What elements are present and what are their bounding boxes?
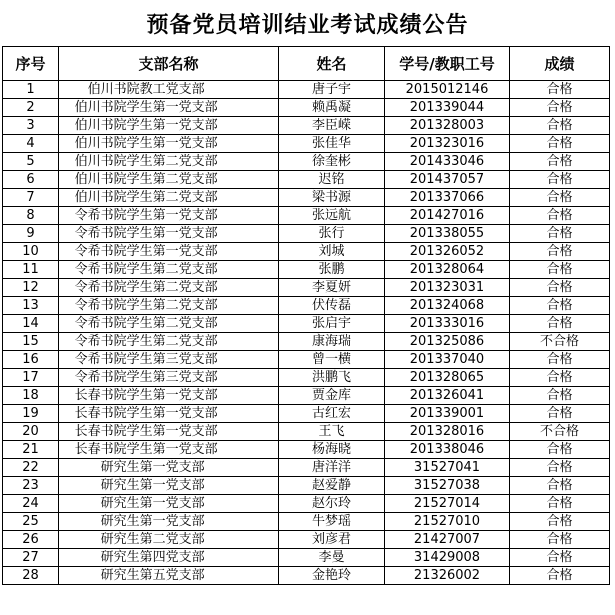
row-name: 李夏妍	[279, 279, 385, 297]
row-name: 赵尔玲	[279, 495, 385, 513]
row-id: 201339001	[385, 405, 510, 423]
row-name: 刘彦君	[279, 531, 385, 549]
row-score: 合格	[510, 549, 610, 567]
row-score: 合格	[510, 513, 610, 531]
row-name: 唐子宇	[279, 81, 385, 99]
table-row	[3, 531, 610, 549]
row-score: 合格	[510, 99, 610, 117]
row-score: 不合格	[510, 333, 610, 351]
row-branch: 伯川书院教工党支部	[59, 81, 279, 99]
row-score: 合格	[510, 207, 610, 225]
row-id: 201337040	[385, 351, 510, 369]
table-row	[3, 225, 610, 243]
row-no: 11	[3, 261, 59, 279]
row-no: 8	[3, 207, 59, 225]
row-id: 21527010	[385, 513, 510, 531]
row-score: 合格	[510, 261, 610, 279]
row-score: 合格	[510, 315, 610, 333]
header-name: 姓名	[279, 47, 385, 81]
row-name: 王飞	[279, 423, 385, 441]
row-branch: 令希书院学生第二党支部	[59, 315, 279, 333]
row-no: 17	[3, 369, 59, 387]
table-row	[3, 297, 610, 315]
table-row	[3, 405, 610, 423]
row-no: 3	[3, 117, 59, 135]
row-name: 贾金库	[279, 387, 385, 405]
row-score: 合格	[510, 135, 610, 153]
row-name: 赵爱静	[279, 477, 385, 495]
row-name: 曾一横	[279, 351, 385, 369]
row-no: 19	[3, 405, 59, 423]
row-id: 201433046	[385, 153, 510, 171]
table-row	[3, 207, 610, 225]
row-score: 合格	[510, 495, 610, 513]
row-id: 201328064	[385, 261, 510, 279]
row-name: 赖禹凝	[279, 99, 385, 117]
row-branch: 伯川书院学生第一党支部	[59, 117, 279, 135]
row-id: 31527041	[385, 459, 510, 477]
results-table	[2, 46, 610, 585]
row-id: 201325086	[385, 333, 510, 351]
row-no: 18	[3, 387, 59, 405]
row-name: 张远航	[279, 207, 385, 225]
header-id: 学号/教职工号	[385, 47, 510, 81]
row-branch: 令希书院学生第三党支部	[59, 351, 279, 369]
row-name: 李曼	[279, 549, 385, 567]
row-branch: 令希书院学生第一党支部	[59, 243, 279, 261]
table-row	[3, 477, 610, 495]
table-row	[3, 189, 610, 207]
row-no: 5	[3, 153, 59, 171]
row-score: 合格	[510, 441, 610, 459]
row-branch: 研究生第四党支部	[59, 549, 279, 567]
row-id: 201427016	[385, 207, 510, 225]
row-id: 201338055	[385, 225, 510, 243]
row-no: 9	[3, 225, 59, 243]
row-name: 杨海晓	[279, 441, 385, 459]
row-no: 12	[3, 279, 59, 297]
row-no: 16	[3, 351, 59, 369]
table-row	[3, 441, 610, 459]
table-row	[3, 261, 610, 279]
row-id: 21326002	[385, 567, 510, 585]
row-name: 徐奎彬	[279, 153, 385, 171]
row-name: 梁书源	[279, 189, 385, 207]
table-row	[3, 315, 610, 333]
row-branch: 长春书院学生第一党支部	[59, 423, 279, 441]
row-score: 合格	[510, 117, 610, 135]
row-name: 伏传磊	[279, 297, 385, 315]
row-score: 合格	[510, 297, 610, 315]
row-no: 27	[3, 549, 59, 567]
row-no: 13	[3, 297, 59, 315]
page-title: 预备党员培训结业考试成绩公告	[146, 12, 469, 38]
table-row	[3, 171, 610, 189]
row-id: 201338046	[385, 441, 510, 459]
row-name: 洪鹏飞	[279, 369, 385, 387]
row-name: 金艳玲	[279, 567, 385, 585]
row-no: 24	[3, 495, 59, 513]
row-branch: 研究生第二党支部	[59, 531, 279, 549]
row-score: 合格	[510, 279, 610, 297]
row-branch: 研究生第五党支部	[59, 567, 279, 585]
row-id: 201323031	[385, 279, 510, 297]
row-branch: 伯川书院学生第一党支部	[59, 135, 279, 153]
table-row	[3, 99, 610, 117]
row-id: 31429008	[385, 549, 510, 567]
row-branch: 研究生第一党支部	[59, 513, 279, 531]
row-id: 21527014	[385, 495, 510, 513]
row-branch: 研究生第一党支部	[59, 477, 279, 495]
row-id: 31527038	[385, 477, 510, 495]
row-branch: 令希书院学生第一党支部	[59, 225, 279, 243]
row-no: 4	[3, 135, 59, 153]
row-score: 合格	[510, 531, 610, 549]
row-branch: 伯川书院学生第二党支部	[59, 189, 279, 207]
row-no: 14	[3, 315, 59, 333]
row-no: 26	[3, 531, 59, 549]
row-branch: 令希书院学生第二党支部	[59, 297, 279, 315]
row-no: 28	[3, 567, 59, 585]
row-branch: 令希书院学生第二党支部	[59, 279, 279, 297]
row-name: 张佳华	[279, 135, 385, 153]
table-row	[3, 369, 610, 387]
row-no: 2	[3, 99, 59, 117]
results-body	[3, 81, 610, 585]
row-id: 201333016	[385, 315, 510, 333]
row-no: 15	[3, 333, 59, 351]
row-no: 23	[3, 477, 59, 495]
table-row	[3, 243, 610, 261]
table-row	[3, 117, 610, 135]
row-score: 合格	[510, 369, 610, 387]
table-row	[3, 387, 610, 405]
row-no: 25	[3, 513, 59, 531]
table-row	[3, 153, 610, 171]
row-id: 201326041	[385, 387, 510, 405]
table-row	[3, 549, 610, 567]
row-score: 合格	[510, 351, 610, 369]
table-row	[3, 567, 610, 585]
table-row	[3, 459, 610, 477]
row-name: 牛梦瑶	[279, 513, 385, 531]
row-score: 合格	[510, 477, 610, 495]
row-no: 20	[3, 423, 59, 441]
row-name: 张鹏	[279, 261, 385, 279]
header-score: 成绩	[510, 47, 610, 81]
table-row	[3, 351, 610, 369]
row-branch: 令希书院学生第三党支部	[59, 369, 279, 387]
row-branch: 研究生第一党支部	[59, 495, 279, 513]
row-name: 李臣嵘	[279, 117, 385, 135]
row-branch: 伯川书院学生第二党支部	[59, 171, 279, 189]
row-name: 康海瑞	[279, 333, 385, 351]
header-row	[3, 47, 610, 81]
row-name: 张启宇	[279, 315, 385, 333]
row-branch: 研究生第一党支部	[59, 459, 279, 477]
header-no: 序号	[3, 47, 59, 81]
row-score: 不合格	[510, 423, 610, 441]
row-score: 合格	[510, 225, 610, 243]
row-score: 合格	[510, 405, 610, 423]
table-row	[3, 333, 610, 351]
row-score: 合格	[510, 567, 610, 585]
row-id: 201323016	[385, 135, 510, 153]
row-no: 22	[3, 459, 59, 477]
row-no: 6	[3, 171, 59, 189]
table-row	[3, 135, 610, 153]
row-branch: 伯川书院学生第二党支部	[59, 153, 279, 171]
row-id: 201328065	[385, 369, 510, 387]
row-no: 10	[3, 243, 59, 261]
row-branch: 伯川书院学生第一党支部	[59, 99, 279, 117]
row-id: 201337066	[385, 189, 510, 207]
row-id: 2015012146	[385, 81, 510, 99]
header-branch: 支部名称	[59, 47, 279, 81]
row-branch: 长春书院学生第一党支部	[59, 405, 279, 423]
row-id: 201328016	[385, 423, 510, 441]
row-name: 迟铭	[279, 171, 385, 189]
row-score: 合格	[510, 459, 610, 477]
row-name: 唐洋洋	[279, 459, 385, 477]
row-score: 合格	[510, 387, 610, 405]
row-branch: 令希书院学生第二党支部	[59, 333, 279, 351]
row-id: 201326052	[385, 243, 510, 261]
row-branch: 长春书院学生第一党支部	[59, 441, 279, 459]
row-id: 201328003	[385, 117, 510, 135]
row-score: 合格	[510, 81, 610, 99]
row-id: 21427007	[385, 531, 510, 549]
row-branch: 长春书院学生第一党支部	[59, 387, 279, 405]
row-no: 1	[3, 81, 59, 99]
row-no: 21	[3, 441, 59, 459]
row-name: 刘城	[279, 243, 385, 261]
row-score: 合格	[510, 153, 610, 171]
row-branch: 令希书院学生第二党支部	[59, 261, 279, 279]
row-id: 201324068	[385, 297, 510, 315]
row-id: 201339044	[385, 99, 510, 117]
row-name: 古红宏	[279, 405, 385, 423]
table-row	[3, 279, 610, 297]
row-score: 合格	[510, 171, 610, 189]
table-row	[3, 495, 610, 513]
table-row	[3, 513, 610, 531]
table-row	[3, 81, 610, 99]
row-no: 7	[3, 189, 59, 207]
row-name: 张行	[279, 225, 385, 243]
table-row	[3, 423, 610, 441]
row-branch: 令希书院学生第一党支部	[59, 207, 279, 225]
row-id: 201437057	[385, 171, 510, 189]
row-score: 合格	[510, 189, 610, 207]
row-score: 合格	[510, 243, 610, 261]
